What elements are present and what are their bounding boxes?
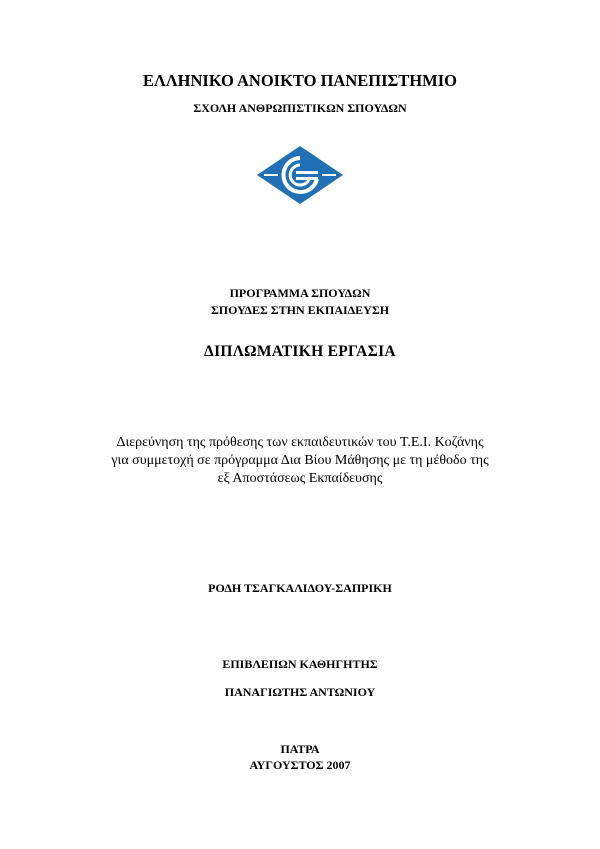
university-logo-icon: [256, 145, 344, 205]
city: ΠΑΤΡΑ: [280, 742, 320, 756]
program-title: ΠΡΟΓΡΑΜΜΑ ΣΠΟΥΔΩΝ: [229, 286, 371, 300]
supervisor-name: ΠΑΝΑΓΙΩΤΗΣ ΑΝΤΩΝΙΟΥ: [224, 685, 376, 699]
program-subtitle: ΣΠΟΥΔΕΣ ΣΤΗΝ ΕΚΠΑΙΔΕΥΣΗ: [210, 303, 390, 317]
author-name: ΡΟΔΗ ΤΣΑΓΚΑΛΙΔΟΥ-ΣΑΠΡΙΚΗ: [208, 581, 392, 595]
supervisor-label: ΕΠΙΒΛΕΠΩΝ ΚΑΘΗΓΗΤΗΣ: [222, 657, 378, 671]
thesis-title-line-2: για συμμετοχή σε πρόγραμμα Δια Βίου Μάθησης με τη μέθοδο της: [111, 453, 489, 468]
date: ΑΥΓΟΥΣΤΟΣ 2007: [249, 758, 351, 772]
school-name: ΣΧΟΛΗ ΑΝΘΡΩΠΙΣΤΙΚΩΝ ΣΠΟΥΔΩΝ: [193, 101, 407, 115]
thesis-title-line-1: Διερεύνηση της πρόθεσης των εκπαιδευτικών του Τ.Ε.Ι. Κοζάνης: [116, 435, 484, 450]
university-name: ΕΛΛΗΝΙΚΟ ΑΝΟΙΚΤΟ ΠΑΝΕΠΙΣΤΗΜΙΟ: [143, 71, 457, 90]
thesis-type: ΔΙΠΛΩΜΑΤΙΚΗ ΕΡΓΑΣΙΑ: [204, 343, 396, 360]
thesis-title-line-3: εξ Αποστάσεως Εκπαίδευσης: [217, 471, 383, 486]
